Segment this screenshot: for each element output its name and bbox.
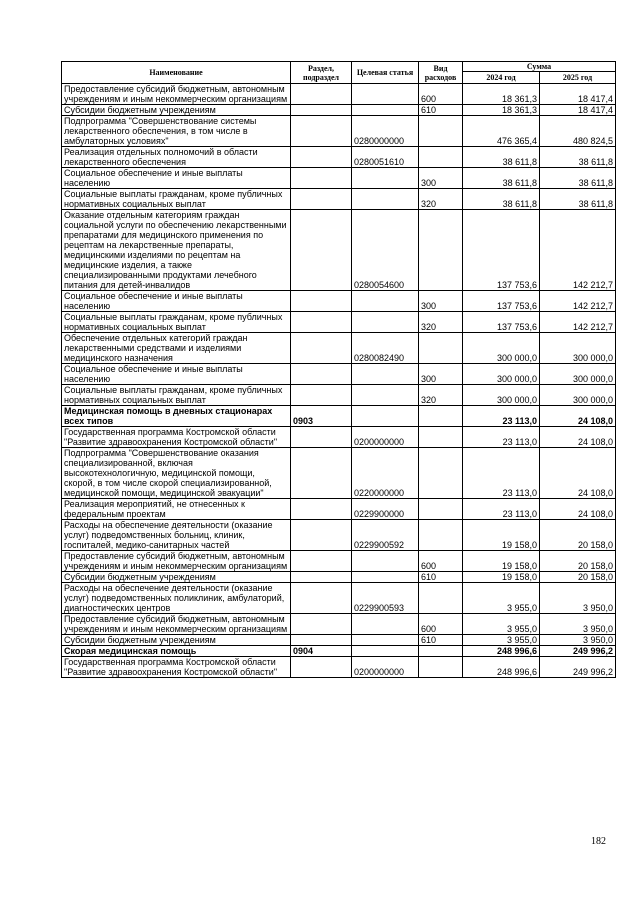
table-row [62,427,616,448]
cell-value-2025: 38 611,8 [540,168,616,189]
cell-value-2025: 20 158,0 [540,520,616,551]
budget-table [61,61,616,678]
cell-expense-type: 600 [419,84,463,105]
cell-article [352,646,419,657]
cell-section [291,499,352,520]
cell-value-2024: 23 113,0 [463,427,540,448]
cell-article: 0200000000 [352,657,419,678]
cell-section [291,427,352,448]
cell-article: 0229900593 [352,583,419,614]
cell-article: 0200000000 [352,427,419,448]
header-name: Наименование [62,62,291,84]
cell-expense-type: 610 [419,572,463,583]
cell-name: Социальные выплаты гражданам, кроме публичных нормативных социальных выплат [62,312,291,333]
cell-name: Государственная программа Костромской области "Развитие здравоохранения Костромской области" [62,427,291,448]
cell-section [291,520,352,551]
cell-section: 0903 [291,406,352,427]
cell-value-2025: 20 158,0 [540,551,616,572]
cell-name: Социальные выплаты гражданам, кроме публичных нормативных социальных выплат [62,385,291,406]
cell-section [291,583,352,614]
cell-expense-type [419,448,463,499]
cell-section [291,572,352,583]
table-row [62,614,616,635]
cell-section [291,448,352,499]
cell-value-2024: 38 611,8 [463,147,540,168]
cell-value-2025: 142 212,7 [540,312,616,333]
cell-section [291,614,352,635]
cell-article [352,168,419,189]
cell-value-2024: 23 113,0 [463,448,540,499]
cell-value-2024: 248 996,6 [463,646,540,657]
cell-expense-type [419,333,463,364]
cell-expense-type [419,210,463,291]
table-row [62,168,616,189]
cell-article [352,385,419,406]
cell-value-2025: 142 212,7 [540,210,616,291]
cell-value-2024: 18 361,3 [463,105,540,116]
cell-expense-type [419,116,463,147]
table-row [62,364,616,385]
cell-section [291,147,352,168]
cell-expense-type: 610 [419,635,463,646]
table-row [62,520,616,551]
header-expense-type: Вид расходов [419,62,463,84]
table-row [62,572,616,583]
cell-value-2024: 19 158,0 [463,520,540,551]
cell-section [291,385,352,406]
cell-article [352,406,419,427]
cell-article [352,189,419,210]
cell-section [291,105,352,116]
cell-expense-type: 600 [419,614,463,635]
table-row [62,312,616,333]
table-row [62,84,616,105]
cell-article [352,614,419,635]
cell-value-2024: 3 955,0 [463,635,540,646]
cell-value-2024: 19 158,0 [463,572,540,583]
cell-value-2025: 249 996,2 [540,646,616,657]
cell-article: 0229900000 [352,499,419,520]
cell-name: Реализация мероприятий, не отнесенных к федеральным проектам [62,499,291,520]
cell-value-2025: 300 000,0 [540,364,616,385]
cell-article: 0280000000 [352,116,419,147]
cell-name: Субсидии бюджетным учреждениям [62,635,291,646]
cell-value-2025: 20 158,0 [540,572,616,583]
cell-name: Реализация отдельных полномочий в области лекарственного обеспечения [62,147,291,168]
cell-name: Обеспечение отдельных категорий граждан лекарственными средствами и изделиями медицинского назначения [62,333,291,364]
cell-article [352,312,419,333]
table-row [62,189,616,210]
cell-value-2024: 300 000,0 [463,364,540,385]
cell-expense-type [419,520,463,551]
cell-value-2025: 3 950,0 [540,583,616,614]
cell-name: Субсидии бюджетным учреждениям [62,105,291,116]
cell-article [352,364,419,385]
cell-value-2025: 249 996,2 [540,657,616,678]
cell-value-2025: 300 000,0 [540,333,616,364]
cell-value-2025: 24 108,0 [540,448,616,499]
table-row [62,448,616,499]
cell-value-2024: 23 113,0 [463,499,540,520]
cell-section [291,657,352,678]
cell-section [291,116,352,147]
table-body [62,84,616,678]
cell-name: Предоставление субсидий бюджетным, автономным учреждениям и иным некоммерческим организациям [62,84,291,105]
cell-value-2025: 18 417,4 [540,105,616,116]
cell-name: Оказание отдельным категориям граждан социальной услуги по обеспечению лекарственными препаратами для медицинского применения по рецептам на лекарственные препараты, медицинскими изделиями по рецептам на медицинские изделия, а также специализированными продуктами лечебного питания для детей-инвалидов [62,210,291,291]
cell-value-2025: 3 950,0 [540,614,616,635]
cell-expense-type: 300 [419,168,463,189]
cell-value-2024: 300 000,0 [463,333,540,364]
cell-section [291,333,352,364]
cell-section [291,291,352,312]
cell-article [352,551,419,572]
header-year-2025: 2025 год [540,72,616,84]
cell-value-2024: 19 158,0 [463,551,540,572]
cell-article: 0220000000 [352,448,419,499]
cell-expense-type: 300 [419,364,463,385]
table-row [62,657,616,678]
cell-article [352,105,419,116]
cell-section [291,312,352,333]
table-row [62,105,616,116]
cell-name: Государственная программа Костромской области "Развитие здравоохранения Костромской области" [62,657,291,678]
cell-section [291,84,352,105]
cell-name: Социальное обеспечение и иные выплаты населению [62,364,291,385]
cell-expense-type: 610 [419,105,463,116]
cell-expense-type [419,583,463,614]
cell-value-2024: 248 996,6 [463,657,540,678]
cell-section [291,168,352,189]
cell-section: 0904 [291,646,352,657]
table-row [62,333,616,364]
cell-name: Предоставление субсидий бюджетным, автономным учреждениям и иным некоммерческим организациям [62,551,291,572]
cell-expense-type [419,406,463,427]
header-sum: Сумма [463,62,616,72]
table-row [62,385,616,406]
table-row [62,499,616,520]
cell-value-2025: 38 611,8 [540,189,616,210]
header-article: Целевая статья [352,62,419,84]
cell-name: Подпрограмма "Совершенствование оказания специализированной, включая высокотехнологичную, медицинской помощи, скорой, в том числе скорой специализированной, медицинской помощи, медицинской эвакуации" [62,448,291,499]
cell-section [291,210,352,291]
cell-value-2024: 23 113,0 [463,406,540,427]
header-section: Раздел, подраздел [291,62,352,84]
cell-article: 0280051610 [352,147,419,168]
cell-value-2024: 476 365,4 [463,116,540,147]
cell-name: Социальное обеспечение и иные выплаты населению [62,168,291,189]
cell-name: Медицинская помощь в дневных стационарах всех типов [62,406,291,427]
cell-value-2025: 24 108,0 [540,406,616,427]
cell-name: Подпрограмма "Совершенствование системы лекарственного обеспечения, в том числе в амбулаторных условиях" [62,116,291,147]
header-year-2024: 2024 год [463,72,540,84]
cell-value-2024: 38 611,8 [463,168,540,189]
cell-value-2025: 24 108,0 [540,427,616,448]
cell-expense-type: 320 [419,189,463,210]
cell-value-2024: 300 000,0 [463,385,540,406]
cell-expense-type: 300 [419,291,463,312]
table-row [62,406,616,427]
cell-value-2024: 38 611,8 [463,189,540,210]
cell-value-2025: 38 611,8 [540,147,616,168]
cell-article [352,84,419,105]
cell-value-2024: 3 955,0 [463,614,540,635]
cell-expense-type [419,499,463,520]
cell-expense-type: 320 [419,385,463,406]
page-number: 182 [591,836,606,847]
cell-name: Расходы на обеспечение деятельности (оказание услуг) подведомственных поликлиник, амбулаторий, диагностических центров [62,583,291,614]
cell-value-2025: 300 000,0 [540,385,616,406]
cell-article [352,572,419,583]
cell-value-2025: 3 950,0 [540,635,616,646]
table-row [62,147,616,168]
cell-name: Предоставление субсидий бюджетным, автономным учреждениям и иным некоммерческим организациям [62,614,291,635]
cell-expense-type [419,657,463,678]
cell-section [291,551,352,572]
cell-article [352,291,419,312]
table-row [62,210,616,291]
cell-section [291,189,352,210]
cell-value-2024: 18 361,3 [463,84,540,105]
cell-article [352,635,419,646]
cell-article: 0280054600 [352,210,419,291]
table-row [62,646,616,657]
cell-section [291,635,352,646]
cell-name: Субсидии бюджетным учреждениям [62,572,291,583]
table-row [62,583,616,614]
cell-expense-type: 320 [419,312,463,333]
cell-value-2025: 480 824,5 [540,116,616,147]
cell-article: 0280082490 [352,333,419,364]
cell-name: Расходы на обеспечение деятельности (оказание услуг) подведомственных больниц, клиник, госпиталей, медико-санитарных частей [62,520,291,551]
cell-value-2025: 18 417,4 [540,84,616,105]
cell-section [291,364,352,385]
cell-value-2024: 137 753,6 [463,210,540,291]
cell-expense-type: 600 [419,551,463,572]
cell-expense-type [419,147,463,168]
cell-value-2024: 137 753,6 [463,312,540,333]
table-row [62,291,616,312]
cell-expense-type [419,427,463,448]
cell-name: Социальное обеспечение и иные выплаты населению [62,291,291,312]
cell-expense-type [419,646,463,657]
cell-name: Скорая медицинская помощь [62,646,291,657]
table-row [62,551,616,572]
table-row [62,635,616,646]
cell-value-2025: 24 108,0 [540,499,616,520]
cell-value-2025: 142 212,7 [540,291,616,312]
cell-value-2024: 3 955,0 [463,583,540,614]
cell-name: Социальные выплаты гражданам, кроме публичных нормативных социальных выплат [62,189,291,210]
table-row [62,116,616,147]
cell-article: 0229900592 [352,520,419,551]
cell-value-2024: 137 753,6 [463,291,540,312]
